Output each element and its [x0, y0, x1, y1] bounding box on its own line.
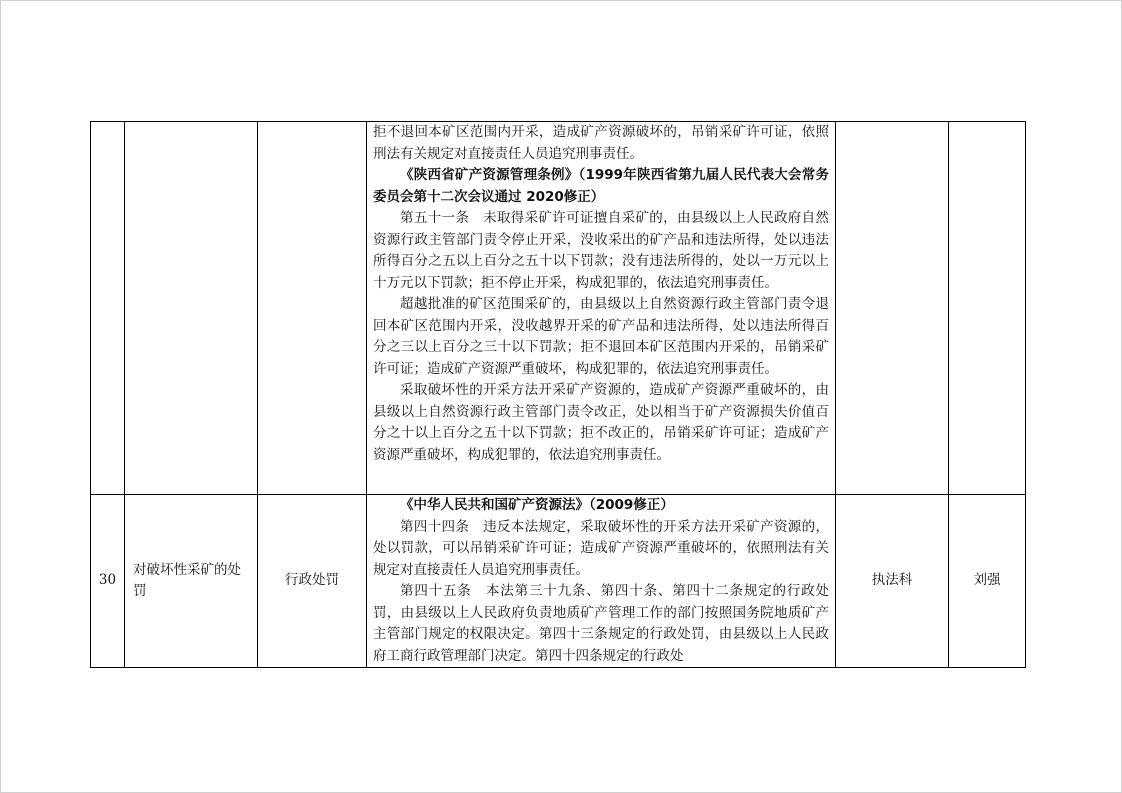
- law-paragraph: 第五十一条 未取得采矿许可证擅自采矿的，由县级以上人民政府自然资源行政主管部门责令停止开采，没收采出的矿产品和违法所得，处以违法所得百分之五以上百分之五十以下罚款；没有违法所得的，处以一万元以上十万元以下罚款；拒不停止开采，构成犯罪的，依法追究刑事责任。: [373, 210, 829, 291]
- law-title: 《陕西省矿产资源管理条例》（1999年陕西省第九届人民代表大会常务委员会第十二次会议通过 2020修正）: [373, 167, 829, 205]
- law-paragraph: 第四十四条 违反本法规定，采取破坏性的开采方法开采矿产资源的，处以罚款，可以吊销采矿许可证；造成矿产资源严重破坏的，依照刑法有关规定对直接责任人员追究刑事责任。: [373, 518, 829, 578]
- legal-basis-cell: [367, 495, 836, 668]
- law-enforcement-table: [90, 121, 1026, 668]
- department-cell: [836, 122, 949, 495]
- table-row: [91, 122, 1026, 495]
- continuation-text: 拒不退回本矿区范围内开采，造成矿产资源破坏的，吊销采矿许可证，依照刑法有关规定对直接责任人员追究刑事责任。: [373, 124, 829, 162]
- row-number-cell: [91, 122, 125, 495]
- table-row: [91, 495, 1026, 668]
- item-type-cell: 行政处罚: [258, 495, 367, 668]
- item-name-cell: 对破坏性采矿的处罚: [125, 495, 258, 668]
- item-type-cell: [258, 122, 367, 495]
- legal-basis-cell: [367, 122, 836, 495]
- department-cell: 执法科: [836, 495, 949, 668]
- law-paragraph: 超越批准的矿区范围采矿的，由县级以上自然资源行政主管部门责令退回本矿区范围内开采，没收越界开采的矿产品和违法所得，处以违法所得百分之三以上百分之三十以下罚款；拒不退回本矿区范围内开采的，吊销采矿许可证；造成矿产资源严重破坏，构成犯罪的，依法追究刑事责任。: [373, 296, 829, 377]
- law-title: 《中华人民共和国矿产资源法》（2009修正）: [400, 497, 674, 513]
- item-name-cell: [125, 122, 258, 495]
- responsible-person-cell: 刘强: [949, 495, 1026, 668]
- law-paragraph: 采取破坏性的开采方法开采矿产资源的，造成矿产资源严重破坏的，由县级以上自然资源行政主管部门责令改正，处以相当于矿产资源损失价值百分之十以上百分之五十以下罚款；拒不改正的，吊销采矿许可证；造成矿产资源严重破坏，构成犯罪的，依法追究刑事责任。: [373, 382, 829, 463]
- responsible-person-cell: [949, 122, 1026, 495]
- law-paragraph: 第四十五条 本法第三十九条、第四十条、第四十二条规定的行政处罚，由县级以上人民政府负责地质矿产管理工作的部门按照国务院地质矿产主管部门规定的权限决定。第四十三条规定的行政处罚，由县级以上人民政府工商行政管理部门决定。第四十四条规定的行政处: [373, 583, 829, 664]
- row-number-cell: 30: [91, 495, 125, 668]
